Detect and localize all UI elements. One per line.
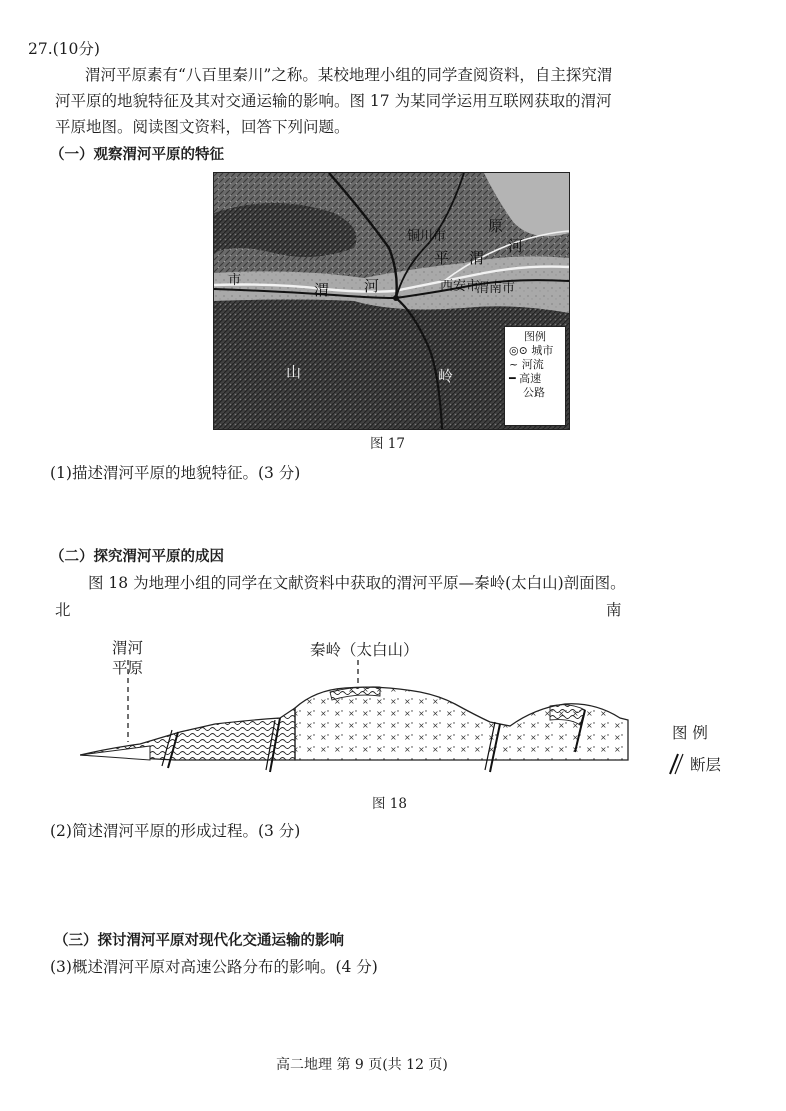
label-tongchuan: 铜川市 xyxy=(407,229,447,244)
label-wei-2: 渭 xyxy=(469,249,485,267)
part3-heading: （三）探讨渭河平原对现代化交通运输的影响 xyxy=(54,933,344,949)
cross-section-diagram xyxy=(80,660,640,790)
question-2: (2)简述渭河平原的形成过程。(3 分) xyxy=(50,822,301,840)
map-legend xyxy=(504,326,566,426)
label-qinling: 秦岭（太白山） xyxy=(310,641,419,659)
figure-17-caption: 图 17 xyxy=(370,436,405,452)
intro-line-1: 渭河平原素有“八百里秦川”之称。某校地理小组的同学查阅资料，自主探究渭 xyxy=(85,66,613,84)
highway-symbol-icon: ━ xyxy=(509,372,516,385)
weihe-plain-map xyxy=(213,172,570,430)
legend-highway-2: 公路 xyxy=(523,386,545,399)
label-xian: 西安市 xyxy=(440,279,480,294)
question-number: 27.(10分) xyxy=(28,40,100,58)
legend-river: 河流 xyxy=(521,358,544,371)
label-weihe-plain-2: 平原 xyxy=(112,659,144,677)
fig18-legend-title: 图 例 xyxy=(672,724,708,742)
label-ling: 岭 xyxy=(438,367,454,385)
direction-north: 北 xyxy=(55,601,71,619)
legend-city: 城市 xyxy=(531,344,554,357)
legend-title: 图例 xyxy=(524,330,546,343)
question-3: (3)概述渭河平原对高速公路分布的影响。(4 分) xyxy=(50,958,378,976)
direction-south: 南 xyxy=(606,601,622,619)
part1-heading: （一）观察渭河平原的特征 xyxy=(50,147,224,163)
label-wei: 渭 xyxy=(314,281,330,299)
label-weinan: 渭南市 xyxy=(476,281,516,296)
question-1: (1)描述渭河平原的地貌特征。(3 分) xyxy=(50,464,301,482)
part2-intro: 图 18 为地理小组的同学在文献资料中获取的渭河平原—秦岭(太白山)剖面图。 xyxy=(88,574,626,592)
figure-18-caption: 图 18 xyxy=(372,796,407,812)
fault-legend-icon xyxy=(666,752,688,776)
city-node xyxy=(393,295,399,301)
label-he-2: 河 xyxy=(508,237,524,255)
city-symbol-icon: ◎⊙ xyxy=(509,344,528,357)
label-weihe-plain-1: 渭河 xyxy=(112,639,144,657)
intro-line-3: 平原地图。阅读图文资料，回答下列问题。 xyxy=(55,118,350,136)
fig18-legend-fault: 断层 xyxy=(690,756,722,774)
page-footer: 高二地理 第 9 页(共 12 页) xyxy=(276,1057,448,1073)
label-yuan: 原 xyxy=(488,217,504,235)
legend-highway-1: 高速 xyxy=(519,372,542,385)
part2-heading: （二）探究渭河平原的成因 xyxy=(50,549,224,565)
label-he: 河 xyxy=(364,277,380,295)
label-city-left: 市 xyxy=(228,273,242,288)
label-ping: 平 xyxy=(434,249,450,267)
river-symbol-icon: ~ xyxy=(509,358,519,371)
label-shan: 山 xyxy=(286,363,302,381)
intro-line-2: 河平原的地貌特征及其对交通运输的影响。图 17 为某同学运用互联网获取的渭河 xyxy=(55,92,612,110)
